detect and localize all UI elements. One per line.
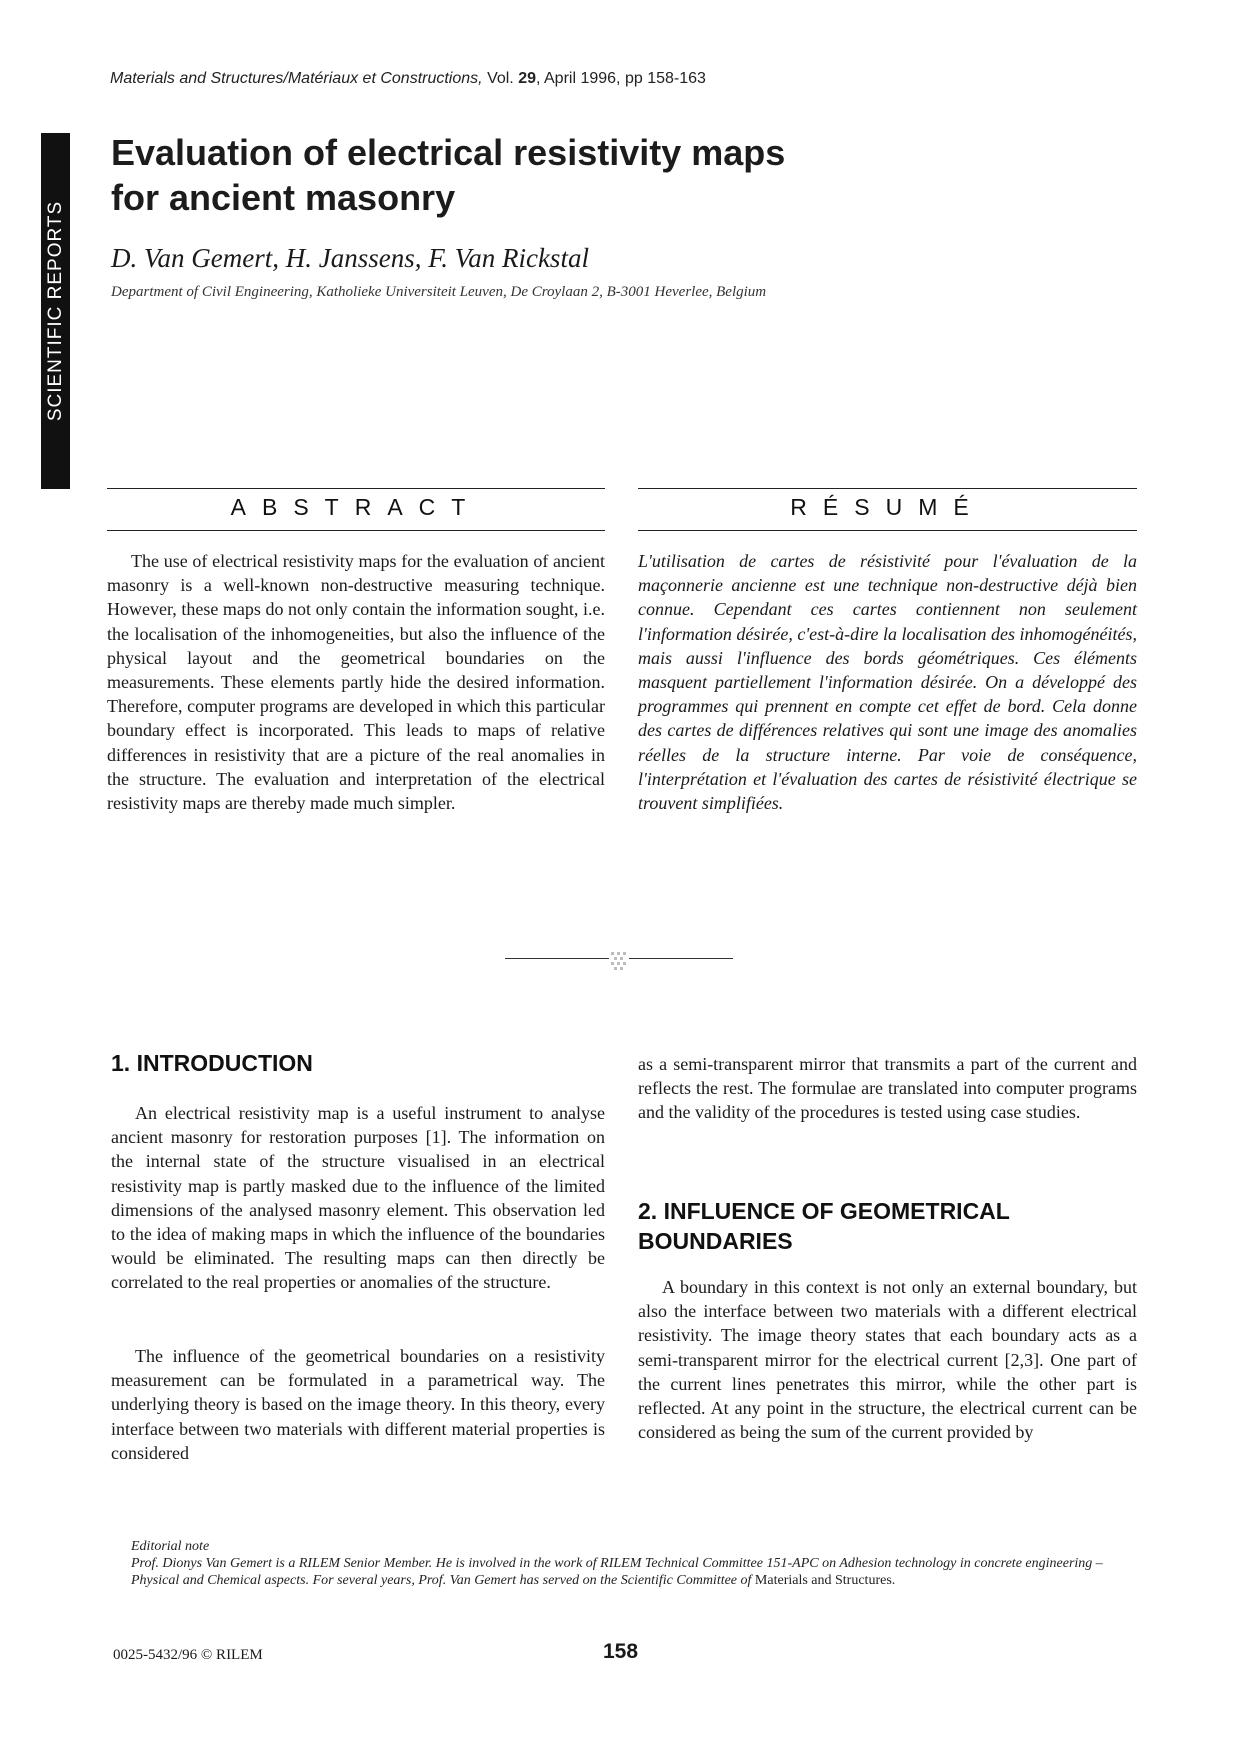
editorial-note-body [131,1555,1131,1589]
intro-paragraph-1: An electrical resistivity map is a useful instrument to analyse ancient masonry for restoration purposes [1]. The information on the internal state of the structure visualised in an electrical resistivity map is partly masked due to the influence of the limited dimensions of the analysed masonry element. This observation led to the idea of making maps in which the influence of the boundaries would be eliminated. The resulting maps can then directly be correlated to the real properties or anomalies of the structure. [111,1103,605,1293]
volume-prefix: Vol. [487,70,514,87]
title-line-1: Evaluation of electrical resistivity maps [111,132,786,173]
abstract-text: The use of electrical resistivity maps for the evaluation of ancient masonry is a well-known non-destructive measuring technique. However, these maps do not only contain the information sought, i.e. the localisation of the inhomogeneities, but also the influence of the physical layout and the geometrical boundaries on the measurements. These elements partly hide the desired information. Therefore, computer programs are developed in which this particular boundary effect is incorporated. This leads to maps of relative differences in resistivity that are a picture of the real anomalies in the structure. The evaluation and interpretation of the electrical resistivity maps are thereby made much simpler. [107,551,605,814]
sidebar-label: SCIENTIFIC REPORTS [44,200,66,422]
volume-number: 29 [518,70,536,87]
issn-copyright: 0025-5432/96 © RILEM [113,1647,263,1663]
divider-ornament-icon [607,948,631,972]
editorial-note-journal: Materials and Structures. [754,1573,896,1588]
page-number: 158 [603,1640,639,1663]
section-2-heading-line-2: BOUNDARIES [638,1228,793,1254]
resume-heading: RÉSUMÉ [790,494,985,520]
journal-header [110,70,706,88]
title-line-2: for ancient masonry [111,177,456,218]
resume-text: L'utilisation de cartes de résistivité pour l'évaluation de la maçonnerie ancienne est une technique non-destructive déjà bien connue. Cependant ces cartes contiennent non seulement l'information désirée, c'est-à-dire la localisation des inhomogénéités, mais aussi l'influence des bords géométriques. Ces éléments masquent partiellement l'information désirée. On a développé des programmes qui prennent en compte cet effet de bord. Cela donne des cartes de différences relatives qui sont une image des anomalies réelles de la structure interne. Par voie de conséquence, l'interprétation et l'évaluation des cartes de résistivité électrique se trouvent simplifiées. [638,551,1137,814]
journal-name: Materials and Structures/Matériaux et Constructions, [110,70,483,87]
editorial-note-text: Prof. Dionys Van Gemert is a RILEM Senior Member. He is involved in the work of RILEM Technical Committee 151-APC on Adhesion technology in concrete engineering – Physical and Chemical aspects. For several years, Prof. Van Gemert has served on the Scientific Committee of [131,1556,1103,1588]
section-2-heading [638,1196,1137,1256]
section-2-paragraph-1: A boundary in this context is not only an external boundary, but also the interface between two materials with a different electrical resistivity. The image theory states that each boundary acts as a semi-transparent mirror for the electrical current [2,3]. One part of the current lines penetrates this mirror, while the other part is reflected. At any point in the structure, the electrical current can be considered as being the sum of the current provided by [638,1277,1137,1443]
section-sidebar-tab [41,133,70,489]
resume-top-rule [638,488,1137,489]
section-2-heading-line-1: 2. INFLUENCE OF GEOMETRICAL [638,1198,1010,1224]
resume-bottom-rule [638,530,1137,531]
abstract-bottom-rule [107,530,605,531]
intro-heading: 1. INTRODUCTION [111,1050,313,1076]
author-affiliation: Department of Civil Engineering, Katholieke Universiteit Leuven, De Croylaan 2, B-3001 Heverlee, Belgium [111,284,767,300]
article-title [111,130,911,220]
intro-paragraph-3: as a semi-transparent mirror that transmits a part of the current and reflects the rest. The formulae are translated into computer programs and the validity of the procedures is tested using case studies. [638,1054,1137,1123]
editorial-note [131,1538,1131,1589]
editorial-note-heading: Editorial note [131,1539,210,1554]
abstract-top-rule [107,488,605,489]
author-list: D. Van Gemert, H. Janssens, F. Van Rickstal [111,243,589,273]
abstract-heading: ABSTRACT [230,494,482,520]
issue-date-pages: , April 1996, pp 158-163 [536,70,706,87]
intro-paragraph-2: The influence of the geometrical boundaries on a resistivity measurement can be formulated in a parametrical way. The underlying theory is based on the image theory. In this theory, every interface between two materials with different material properties is considered [111,1346,605,1463]
